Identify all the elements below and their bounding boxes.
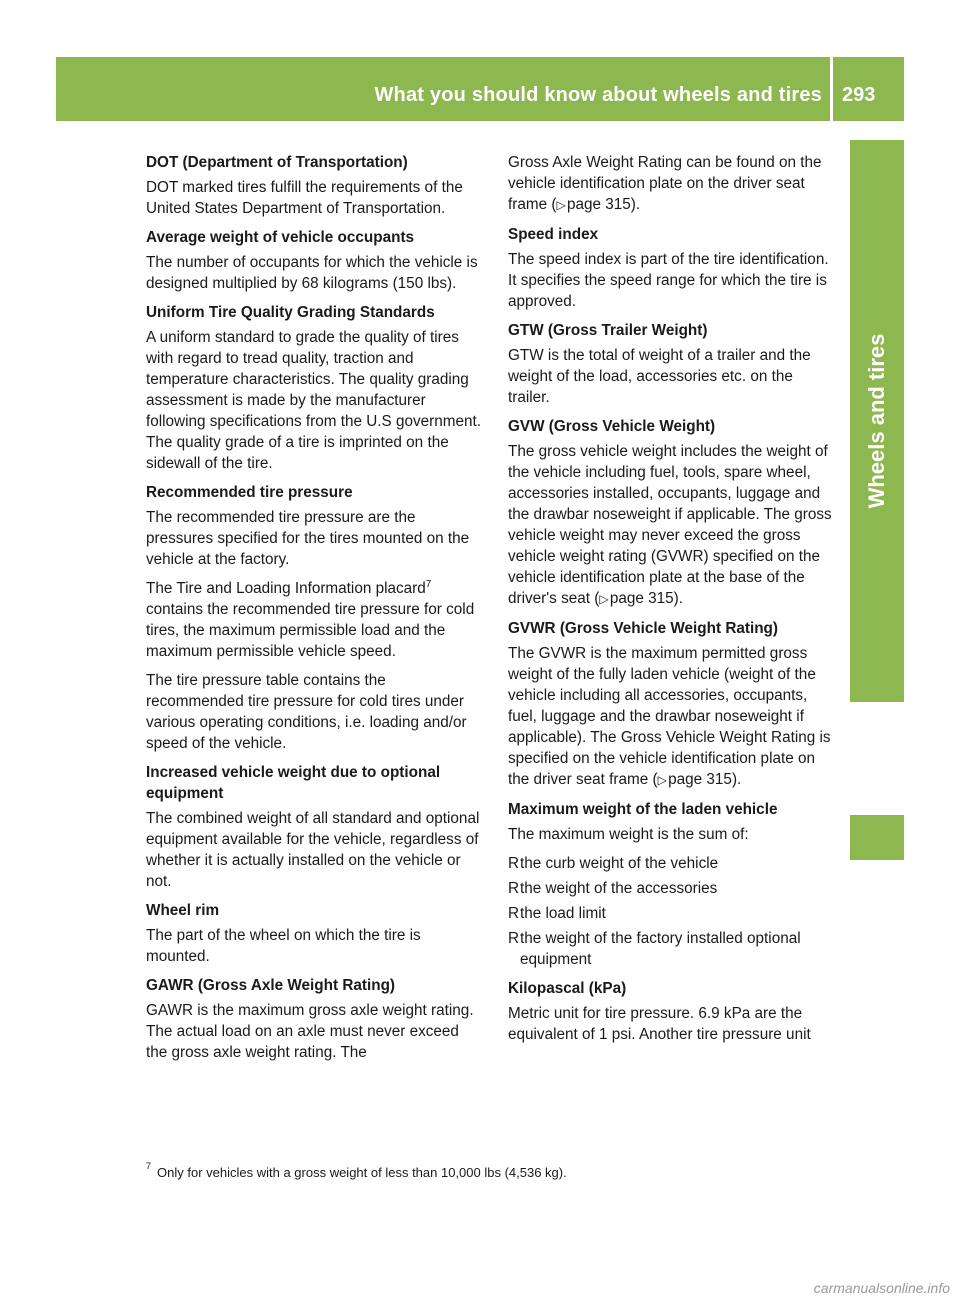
section-text-recommended-2: [146, 578, 484, 662]
section-text-gvwr: [508, 643, 836, 791]
section-text-gawr: GAWR is the maximum gross axle weight rating. The actual load on an axle must never exceed the gross axle weight rating. The: [146, 1002, 474, 1061]
section-text-max-weight: The maximum weight is the sum of:: [508, 826, 749, 843]
section-text-gvw: [508, 441, 836, 610]
gvwr-text-end: ).: [731, 771, 742, 788]
page-reference-link[interactable]: page 315: [668, 771, 732, 788]
section-text-gtw: GTW is the total of weight of a trailer and the weight of the load, accessories etc. on the trailer.: [508, 347, 811, 406]
section-text-utqgs: A uniform standard to grade the quality of tires with regard to tread quality, traction and temperature characteristics. The quality grading assessment is made by the manufacturer following specifications from the U.S government. The quality grade of a tire is imprinted on the sidewall of the tire.: [146, 329, 481, 472]
page-ref-arrow-icon: ▷: [599, 592, 609, 606]
max-weight-list: [508, 853, 836, 970]
bullet-icon: R: [508, 905, 520, 922]
section-heading-recommended-pressure: Recommended tire pressure: [146, 484, 353, 501]
list-item: [508, 878, 836, 899]
footnote: [146, 1160, 567, 1182]
section-heading-max-weight: Maximum weight of the laden vehicle: [508, 801, 778, 818]
gawr-cont-end: ).: [630, 196, 641, 213]
section-heading-wheel-rim: Wheel rim: [146, 902, 220, 919]
placard-text: The Tire and Loading Information placard: [146, 580, 426, 597]
page-ref-arrow-icon: ▷: [556, 198, 566, 212]
section-text-average-weight: The number of occupants for which the vehicle is designed multiplied by 68 kilograms (150 lbs).: [146, 254, 478, 292]
header-bar: [56, 57, 904, 121]
page-ref-arrow-icon: ▷: [657, 773, 667, 787]
gvw-text: The gross vehicle weight includes the weight of the vehicle including fuel, tools, spare wheel, accessories installed, occupants, luggage and the drawbar noseweight if applicable. The gross vehicle weight may never exceed the gross vehicle weight rating (GVWR) specified on the vehicle identification plate at the base of the driver's seat (: [508, 443, 832, 607]
section-text-dot: DOT marked tires fulfill the requirements of the United States Department of Transportation.: [146, 179, 463, 217]
right-column: [508, 152, 836, 1053]
watermark: carmanualsonline.info: [813, 1280, 950, 1296]
section-heading-gvwr: GVWR (Gross Vehicle Weight Rating): [508, 620, 778, 637]
bullet-icon: R: [508, 930, 520, 947]
section-side-tab: [850, 140, 904, 702]
footnote-marker[interactable]: 7: [425, 578, 432, 590]
side-tab-label: Wheels and tires: [864, 333, 889, 509]
list-item-text: the curb weight of the vehicle: [520, 855, 719, 872]
gawr-cont-text: Gross Axle Weight Rating can be found on the vehicle identification plate on the driver seat frame (: [508, 154, 822, 213]
list-item: [508, 903, 836, 924]
page-number: 293: [842, 84, 876, 106]
section-text-wheel-rim: The part of the wheel on which the tire is mounted.: [146, 927, 421, 965]
section-heading-average-weight: Average weight of vehicle occupants: [146, 229, 415, 246]
section-text-recommended-3: The tire pressure table contains the recommended tire pressure for cold tires under various operating conditions, i.e. loading and/or speed of the vehicle.: [146, 672, 467, 752]
section-heading-gtw: GTW (Gross Trailer Weight): [508, 322, 708, 339]
section-heading-gawr: GAWR (Gross Axle Weight Rating): [146, 977, 396, 994]
side-marker-square: [850, 815, 904, 860]
bullet-icon: R: [508, 855, 520, 872]
section-heading-kpa: Kilopascal (kPa): [508, 980, 627, 997]
list-item-text: the weight of the factory installed optional equipment: [520, 930, 801, 968]
footnote-number: 7: [146, 1160, 152, 1171]
page-reference-link[interactable]: page 315: [609, 590, 674, 607]
section-heading-speed-index: Speed index: [508, 226, 599, 243]
list-item: [508, 853, 836, 874]
page-reference-link[interactable]: page 315: [566, 196, 631, 213]
gvw-text-end: ).: [673, 590, 684, 607]
footnote-text: Only for vehicles with a gross weight of less than 10,000 lbs (4,536 kg).: [157, 1165, 567, 1180]
section-text-kpa: Metric unit for tire pressure. 6.9 kPa are the equivalent of 1 psi. Another tire pressure unit: [508, 1005, 811, 1043]
section-heading-gvw: GVW (Gross Vehicle Weight): [508, 418, 716, 435]
section-text-recommended-1: The recommended tire pressure are the pressures specified for the tires mounted on the vehicle at the factory.: [146, 509, 470, 568]
list-item: [508, 928, 836, 970]
page-header-title: What you should know about wheels and tires: [374, 84, 822, 106]
list-item-text: the weight of the accessories: [520, 880, 718, 897]
left-column: [146, 152, 484, 1071]
section-text-speed-index: The speed index is part of the tire identification. It specifies the speed range for which the tire is approved.: [508, 251, 829, 310]
list-item-text: the load limit: [520, 905, 606, 922]
gvwr-text: The GVWR is the maximum permitted gross weight of the fully laden vehicle (weight of the vehicle including all accessories, occupants, fuel, luggage and the drawbar noseweight if applicable). The Gross Vehicle Weight Rating is specified on the vehicle identification plate on the driver seat frame (: [508, 645, 831, 788]
section-heading-increased-weight: Increased vehicle weight due to optional equipment: [146, 764, 441, 802]
header-divider: [830, 57, 833, 121]
section-heading-dot: DOT (Department of Transportation): [146, 154, 408, 171]
section-text-increased-weight: The combined weight of all standard and optional equipment available for the vehicle, regardless of whether it is actually installed on the vehicle or not.: [146, 810, 480, 890]
section-text-gawr-cont: [508, 152, 836, 216]
section-heading-utqgs: Uniform Tire Quality Grading Standards: [146, 304, 435, 321]
bullet-icon: R: [508, 880, 520, 897]
placard-text-cont: contains the recommended tire pressure for cold tires, the maximum permissible load and the maximum permissible vehicle speed.: [146, 601, 475, 660]
